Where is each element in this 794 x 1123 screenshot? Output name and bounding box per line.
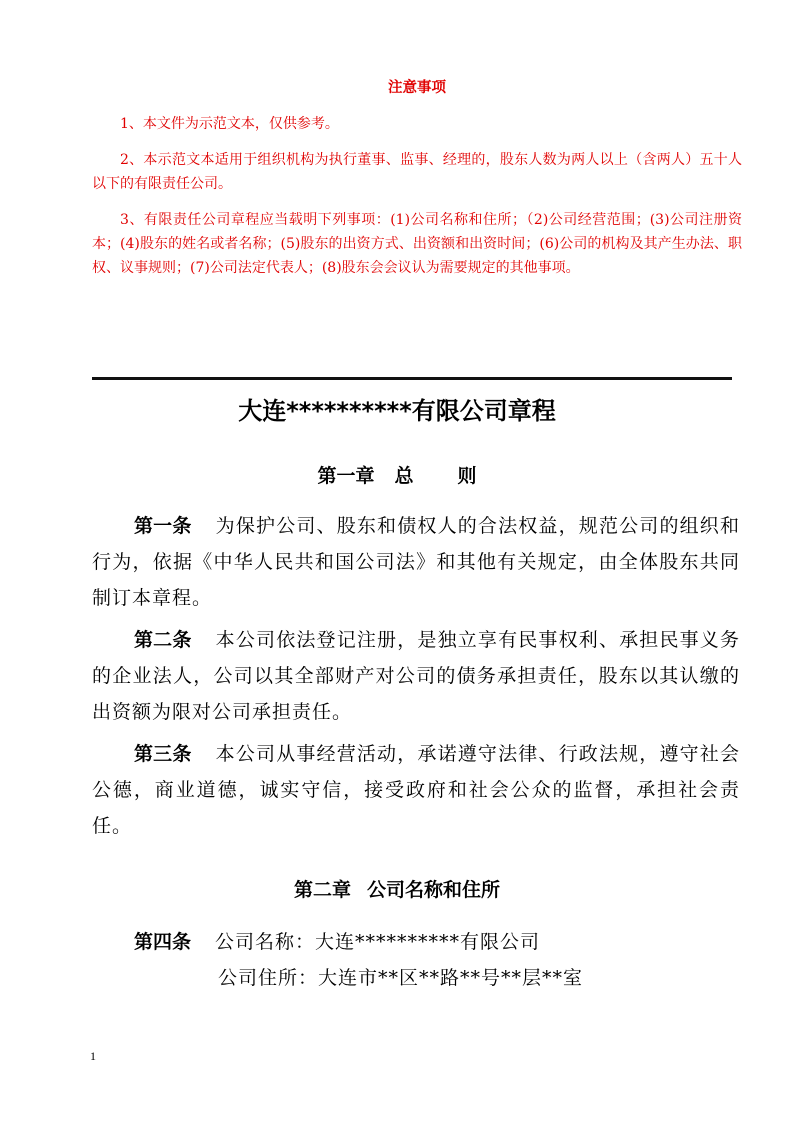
notice-item-2: 2、本示范文本适用于组织机构为执行董事、监事、经理的，股东人数为两人以上（含两人）五十人以下的有限责任公司。 (92, 152, 742, 192)
article-4-name-row (134, 924, 734, 960)
chapter-1-heading (0, 462, 794, 490)
chapter-2-title: 公司名称和住所 (367, 879, 501, 901)
article-4 (134, 924, 734, 996)
article-3 (92, 736, 740, 844)
article-1 (92, 508, 740, 616)
company-address-line: 公司住所：大连市**区**路**号**层**室 (218, 967, 584, 989)
notice-section (92, 78, 742, 292)
company-name-line: 公司名称：大连**********有限公司 (215, 931, 541, 953)
article-2-text: 本公司依法登记注册，是独立享有民事权利、承担民事义务的企业法人，公司以其全部财产对公司的债务承担责任，股东以其认缴的出资额为限对公司承担责任。 (92, 629, 740, 723)
chapter-1-number: 第一章 (317, 465, 375, 487)
chapter-1-title-part-2: 则 (457, 465, 477, 487)
article-3-lead: 第三条 (134, 743, 192, 765)
article-1-lead: 第一条 (134, 515, 192, 537)
article-1-text: 为保护公司、股东和债权人的合法权益，规范公司的组织和行为，依据《中华人民共和国公司法》和其他有关规定，由全体股东共同制订本章程。 (92, 515, 740, 609)
notice-item-1: 1、本文件为示范文本，仅供参考。 (120, 116, 339, 132)
article-4-address-row (134, 960, 734, 996)
document-title: 大连**********有限公司章程 (238, 397, 556, 425)
article-4-lead: 第四条 (134, 931, 192, 953)
article-2-lead: 第二条 (134, 629, 192, 651)
notice-title: 注意事项 (388, 79, 446, 96)
page-number: 1 (90, 1049, 96, 1063)
section-divider (92, 377, 732, 380)
article-3-text: 本公司从事经营活动，承诺遵守法律、行政法规，遵守社会公德，商业道德，诚实守信，接受政府和社会公众的监督，承担社会责任。 (92, 743, 740, 837)
chapter-2-heading (0, 876, 794, 904)
chapter-2-number: 第二章 (293, 879, 351, 901)
chapter-1-title-part-1: 总 (394, 465, 414, 487)
article-2 (92, 622, 740, 730)
notice-item-3: 3、有限责任公司章程应当载明下列事项：(1)公司名称和住所；（2)公司经营范围；(3)公司注册资本；(4)股东的姓名或者名称；(5)股东的出资方式、出资额和出资时间；(6)公司的机构及其产生办法、职权、议事规则；(7)公司法定代表人；(8)股东会会议认为需要规定的其他事项。 (92, 212, 742, 276)
